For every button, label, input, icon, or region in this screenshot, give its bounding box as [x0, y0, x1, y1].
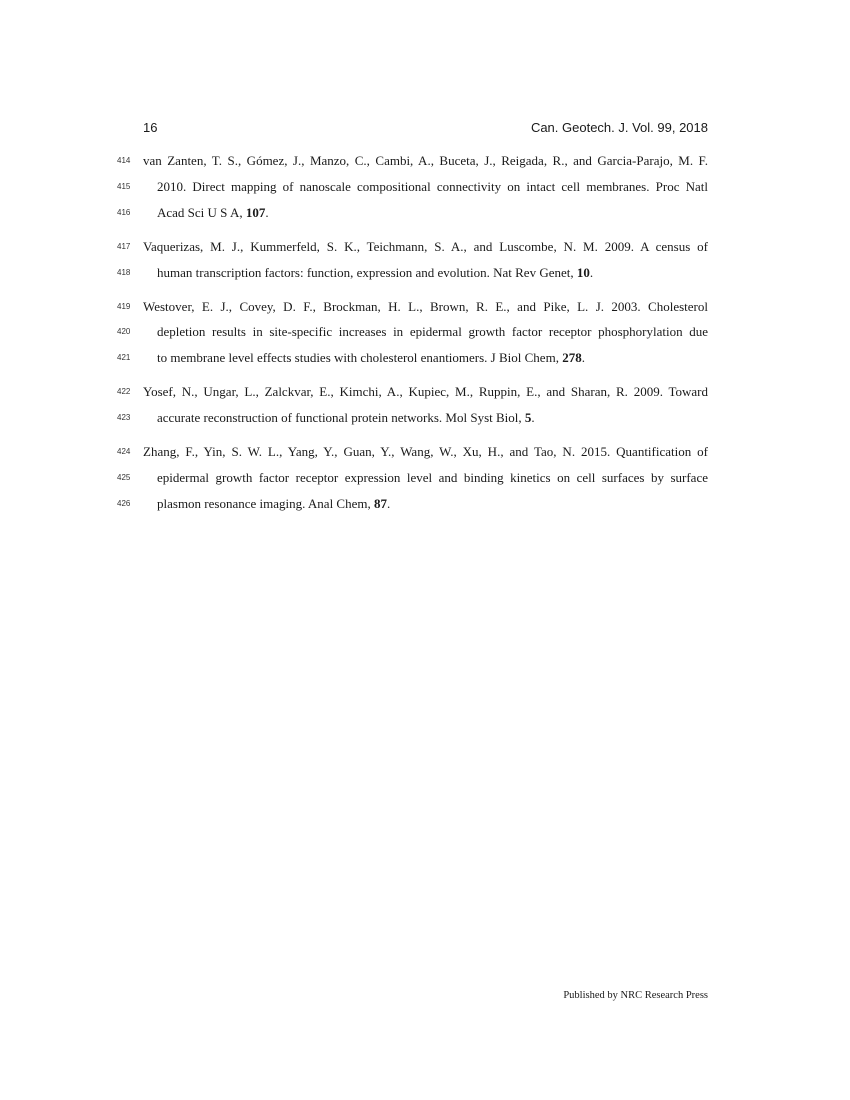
- line-number: 415: [117, 181, 131, 191]
- reference-end-punct: .: [581, 350, 585, 366]
- reference-text-segment: Yosef, N., Ungar, L., Zalckvar, E., Kimchi, A., Kupiec, M., Ruppin, E., and Sharan, R. 2009. Toward: [143, 384, 708, 400]
- reference-end-punct: .: [386, 495, 391, 511]
- page-number: 16: [143, 120, 158, 135]
- line-number: 417: [117, 241, 131, 251]
- line-number: 425: [117, 472, 131, 482]
- reference-text: [143, 237, 708, 257]
- reference-line: [0, 468, 850, 488]
- reference-text-segment: human transcription factors: function, expression and evolution. Nat Rev Genet,: [157, 264, 577, 280]
- line-number: 423: [117, 413, 131, 423]
- reference-text: [143, 382, 708, 402]
- line-number: 418: [117, 267, 131, 277]
- reference-text: [157, 408, 535, 428]
- reference-end-punct: .: [589, 264, 594, 280]
- reference-line: [0, 237, 850, 257]
- reference-text-segment: van Zanten, T. S., Gómez, J., Manzo, C., Cambi, A., Buceta, J., Reigada, R., and Garcia-Parajo, M. F.: [143, 153, 708, 168]
- reference-line: [0, 348, 850, 368]
- reference-text: [157, 494, 390, 514]
- reference-line: [0, 442, 850, 462]
- reference-text: [157, 177, 708, 197]
- reference-line: [0, 408, 850, 428]
- reference-end-punct: .: [265, 204, 269, 220]
- reference-text-segment: Westover, E. J., Covey, D. F., Brockman, H. L., Brown, R. E., and Pike, L. J. 2003. Cholesterol: [143, 298, 708, 314]
- publisher-footer: Published by NRC Research Press: [563, 990, 708, 1001]
- running-header: Can. Geotech. J. Vol. 99, 2018: [530, 120, 708, 135]
- reference-text-segment: to membrane level effects studies with cholesterol enantiomers. J Biol Chem,: [157, 350, 563, 366]
- reference-end-punct: .: [531, 410, 535, 426]
- reference-text: [157, 322, 708, 342]
- line-number: 422: [117, 387, 131, 397]
- reference-text-segment: accurate reconstruction of functional protein networks. Mol Syst Biol,: [157, 410, 525, 426]
- reference-text: [143, 297, 708, 317]
- reference-text-segment: Acad Sci U S A,: [157, 204, 246, 220]
- reference-text: [157, 263, 593, 283]
- line-number: 420: [117, 327, 131, 337]
- reference-line: [0, 263, 850, 283]
- reference-text: [157, 468, 708, 488]
- reference-text: [143, 442, 708, 462]
- reference-line: [0, 297, 850, 317]
- reference-line: [0, 494, 850, 514]
- reference-text: [157, 348, 585, 368]
- line-number: 419: [117, 301, 131, 311]
- line-number: 424: [117, 447, 131, 456]
- reference-text-segment: epidermal growth factor receptor expression level and binding kinetics on cell surfaces by surface: [157, 469, 708, 485]
- line-number: 414: [117, 156, 131, 165]
- reference-text-segment: plasmon resonance imaging. Anal Chem,: [157, 495, 374, 511]
- reference-text: [143, 151, 708, 171]
- reference-line: [0, 382, 850, 402]
- line-number: 416: [117, 207, 131, 217]
- volume-number: 5: [524, 410, 532, 426]
- reference-line: [0, 322, 850, 342]
- reference-text-segment: Vaquerizas, M. J., Kummerfeld, S. K., Teichmann, S. A., and Luscombe, N. M. 2009. A census of: [143, 238, 708, 254]
- volume-number: 87: [373, 495, 387, 511]
- reference-line: [0, 151, 850, 171]
- volume-number: 278: [562, 350, 582, 366]
- reference-text-segment: depletion results in site-specific increases in epidermal growth factor receptor phosphorylation due: [157, 324, 708, 340]
- line-number: 421: [117, 353, 131, 363]
- line-number: 426: [117, 498, 131, 508]
- volume-number: 10: [576, 264, 590, 280]
- volume-number: 107: [245, 204, 266, 220]
- reference-line: [0, 177, 850, 197]
- reference-text: [157, 203, 269, 223]
- reference-text-segment: Zhang, F., Yin, S. W. L., Yang, Y., Guan, Y., Wang, W., Xu, H., and Tao, N. 2015. Quantification of: [143, 444, 708, 459]
- reference-text-segment: 2010. Direct mapping of nanoscale compositional connectivity on intact cell membranes. Proc Natl: [157, 178, 708, 194]
- reference-line: [0, 203, 850, 223]
